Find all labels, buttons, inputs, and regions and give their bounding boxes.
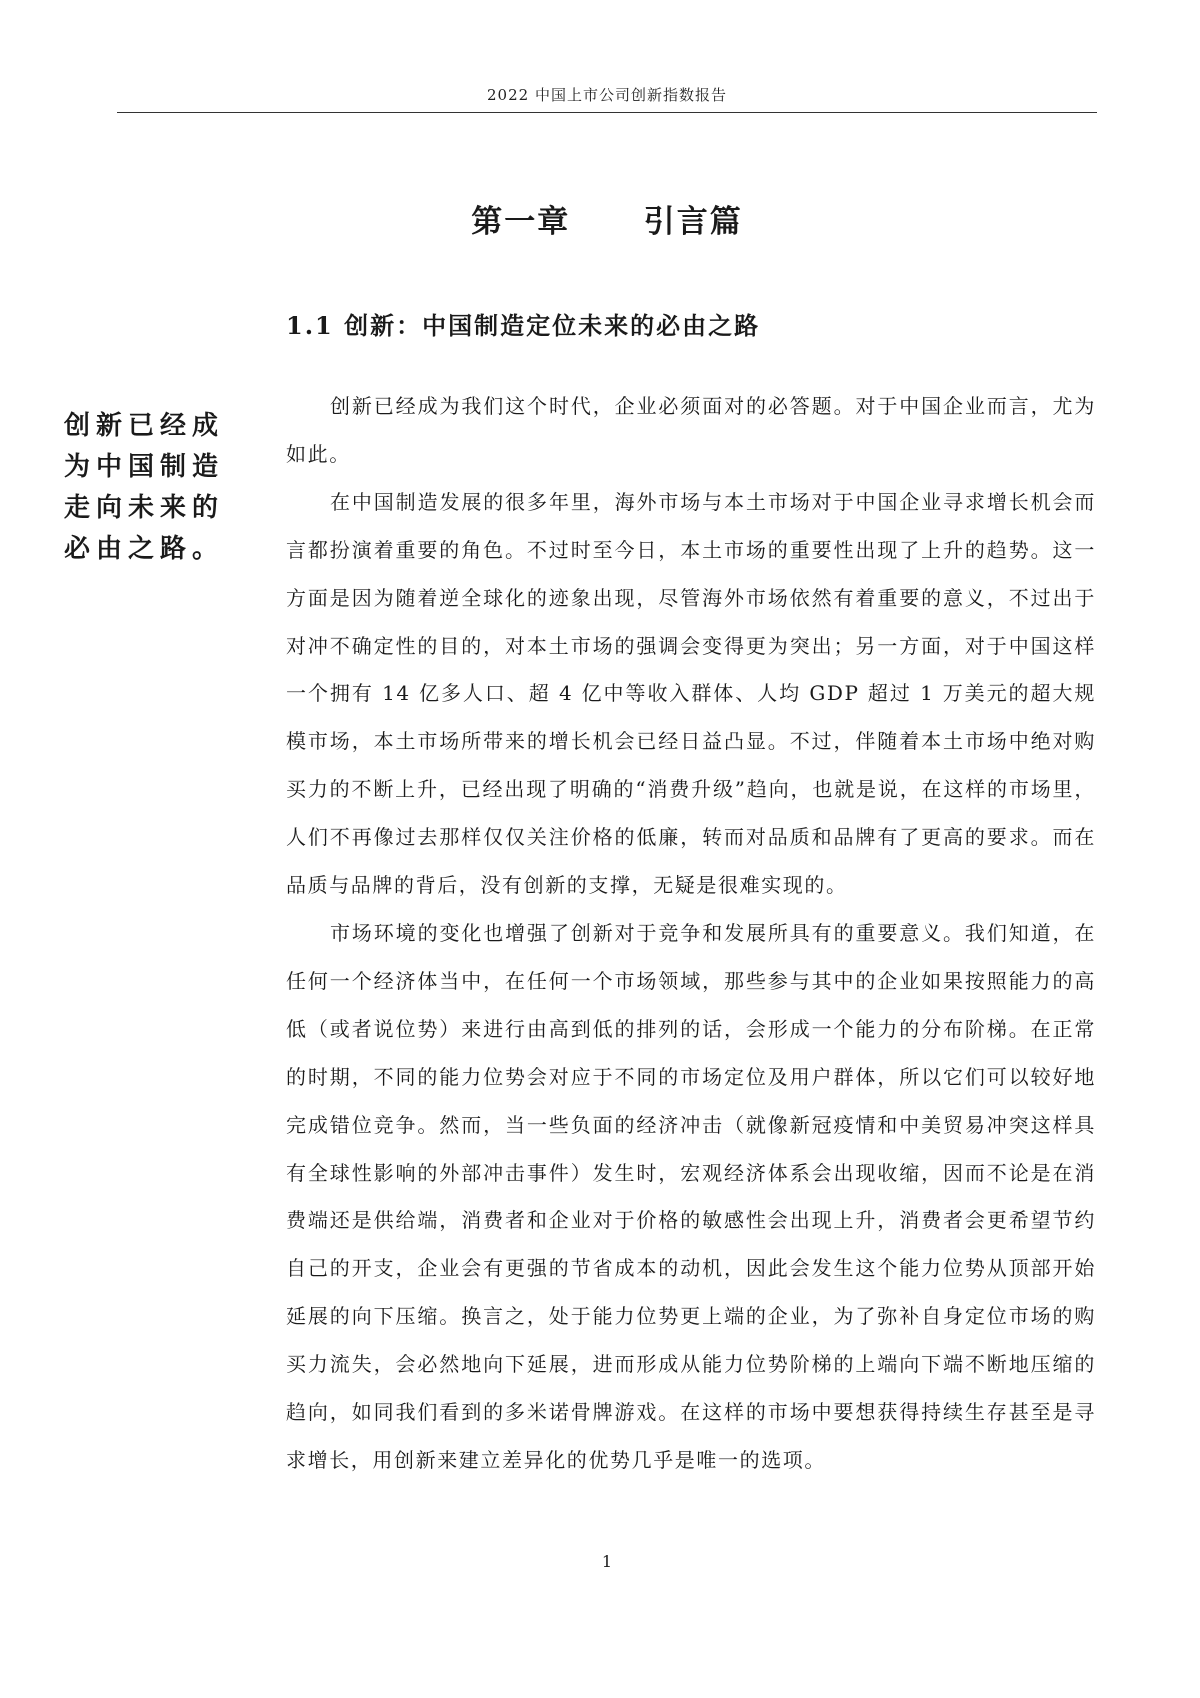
- page-number: 1: [601, 1552, 613, 1571]
- header-rule: [117, 112, 1097, 113]
- running-header: 2022 中国上市公司创新指数报告: [487, 86, 727, 104]
- paragraph: 在中国制造发展的很多年里，海外市场与本土市场对于中国企业寻求增长机会而言都扮演着重要的角色。不过时至今日，本土市场的重要性出现了上升的趋势。这一方面是因为随着逆全球化的迹象出现，尽管海外市场依然有着重要的意义，不过出于对冲不确定性的目的，对本土市场的强调会变得更为突出；另一方面，对于中国这样一个拥有 14 亿多人口、超 4 亿中等收入群体、人均 GDP 超过 1 万美元的超大规模市场，本土市场所带来的增长机会已经日益凸显。不过，伴随着本土市场中绝对购买力的不断上升，已经出现了明确的“消费升级”趋向，也就是说，在这样的市场里，人们不再像过去那样仅仅关注价格的低廉，转而对品质和品牌有了更高的要求。而在品质与品牌的背后，没有创新的支撑，无疑是很难实现的。: [286, 489, 1096, 898]
- chapter-title: 第一章 引言篇: [471, 204, 743, 240]
- pull-quote: 创新已经成为中国制造走向未来的必由之路。: [64, 411, 225, 564]
- paragraph: 创新已经成为我们这个时代，企业必须面对的必答题。对于中国企业而言，尤为如此。: [286, 394, 1096, 466]
- section-title: 1.1 创新：中国制造定位未来的必由之路: [286, 311, 761, 340]
- paragraph: 市场环境的变化也增强了创新对于竞争和发展所具有的重要意义。我们知道，在任何一个经济体当中，在任何一个市场领域，那些参与其中的企业如果按照能力的高低（或者说位势）来进行由高到低的排列的话，会形成一个能力的分布阶梯。在正常的时期，不同的能力位势会对应于不同的市场定位及用户群体，所以它们可以较好地完成错位竞争。然而，当一些负面的经济冲击（就像新冠疫情和中美贸易冲突这样具有全球性影响的外部冲击事件）发生时，宏观经济体系会出现收缩，因而不论是在消费端还是供给端，消费者和企业对于价格的敏感性会出现上升，消费者会更希望节约自己的开支，企业会有更强的节省成本的动机，因此会发生这个能力位势从顶部开始延展的向下压缩。换言之，处于能力位势更上端的企业，为了弥补自身定位市场的购买力流失，会必然地向下延展，进而形成从能力位势阶梯的上端向下端不断地压缩的趋向，如同我们看到的多米诺骨牌游戏。在这样的市场中要想获得持续生存甚至是寻求增长，用创新来建立差异化的优势几乎是唯一的选项。: [286, 920, 1096, 1472]
- body-text: [286, 383, 1096, 1485]
